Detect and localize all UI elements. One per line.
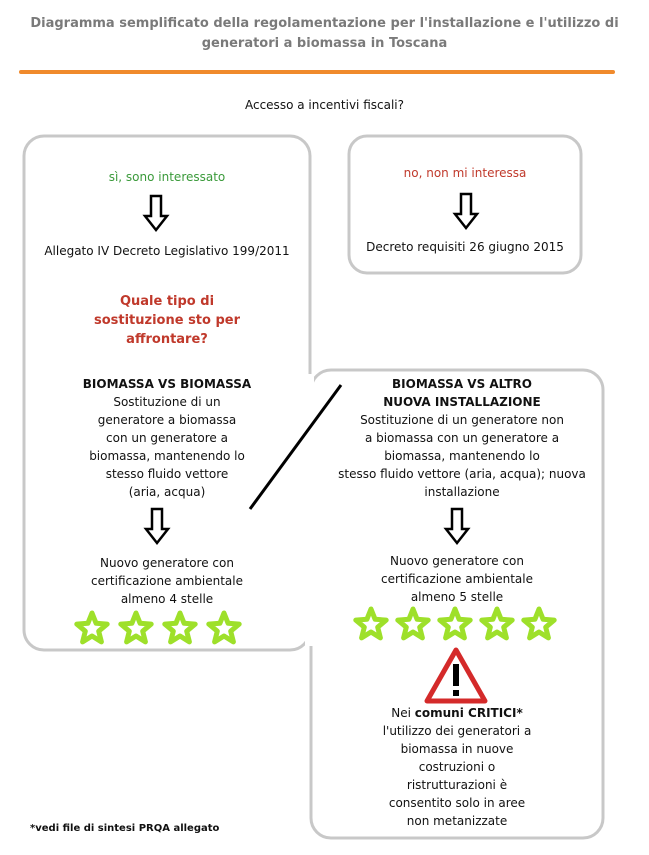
down-arrow-icon xyxy=(455,194,477,228)
substitution-question: Quale tipo di sostituzione sto per affrontare? xyxy=(93,294,241,347)
star-icon xyxy=(121,613,151,642)
question-label: Accesso a incentivi fiscali? xyxy=(244,98,405,112)
case-subtitle: NUOVA INSTALLAZIONE xyxy=(383,395,541,409)
case-title: BIOMASSA VS BIOMASSA xyxy=(82,377,252,391)
yes-reference: Allegato IV Decreto Legislativo 199/2011 xyxy=(44,244,290,258)
star-icon xyxy=(77,613,107,642)
title-line-1: Diagramma semplificato della regolamentazione per l'installazione e l'utilizzo di xyxy=(30,16,619,31)
case-title: BIOMASSA VS ALTRO xyxy=(392,377,532,391)
critical-municipalities-note: Nei comuni CRITICI* l'utilizzo dei generatori a biomassa in nuove costruzioni o ristrutturazioni è consentito solo in aree non metanizzate xyxy=(382,706,532,828)
result-5-stars: Nuovo generatore con certificazione ambientale almeno 5 stelle xyxy=(381,554,533,604)
title-line-2: generatori a biomassa in Toscana xyxy=(201,36,448,51)
star-icon xyxy=(165,613,195,642)
star-icon xyxy=(356,609,386,638)
down-arrow-icon xyxy=(446,509,468,543)
case-biomassa-vs-biomassa: BIOMASSA VS BIOMASSA Sostituzione di un generatore a biomassa con un generatore a biomassa, mantenendo lo stesso fluido vettore (aria, acqua) xyxy=(24,375,310,501)
case-biomassa-vs-altro: BIOMASSA VS ALTRO NUOVA INSTALLAZIONE Sostituzione di un generatore non a biomassa con un generatore a biomassa, mantenendo lo stesso fluido vettore (aria, acqua); nuova installazione xyxy=(331,375,593,501)
star-icon xyxy=(482,609,512,638)
star-icon xyxy=(440,609,470,638)
down-arrow-icon xyxy=(145,196,167,230)
star-icon xyxy=(398,609,428,638)
no-answer: no, non mi interessa xyxy=(403,166,527,180)
warning-icon xyxy=(427,650,485,701)
result-4-stars: Nuovo generatore con certificazione ambientale almeno 4 stelle xyxy=(91,556,243,606)
down-arrow-icon xyxy=(146,509,168,543)
star-icon xyxy=(209,613,239,642)
star-icon xyxy=(524,609,554,638)
footnote: *vedi file di sintesi PRQA allegato xyxy=(30,823,220,834)
yes-answer: sì, sono interessato xyxy=(108,170,226,184)
no-reference: Decreto requisiti 26 giugno 2015 xyxy=(366,240,564,254)
